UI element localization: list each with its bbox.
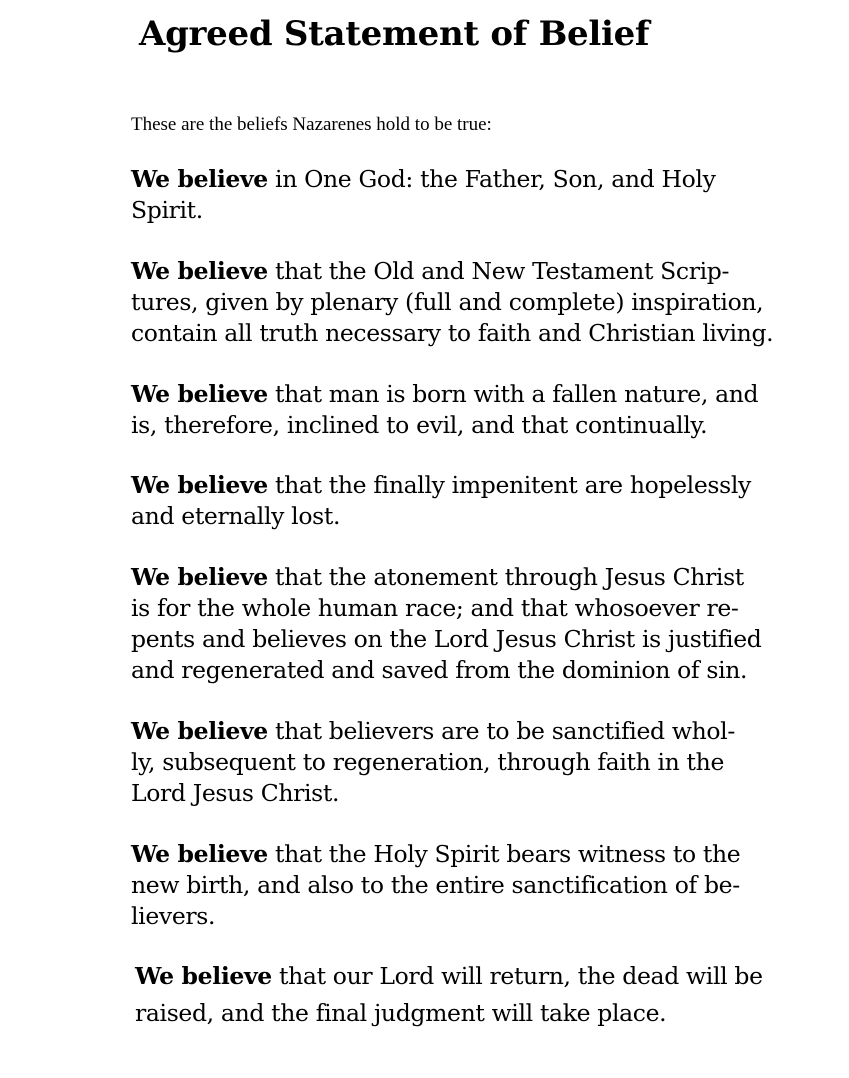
belief-line: We believe that our Lord will return, the dead will be <box>135 962 763 990</box>
belief-lead: We believe <box>131 380 268 408</box>
belief-line: tures, given by plenary (full and complete) inspiration, <box>131 288 764 316</box>
belief-paragraph-6 <box>131 716 735 809</box>
belief-line: new birth, and also to the entire sanctification of be- <box>131 871 740 899</box>
belief-line: pents and believes on the Lord Jesus Christ is justified <box>131 625 762 653</box>
belief-lead: We believe <box>131 840 268 868</box>
belief-line: We believe that the Holy Spirit bears witness to the <box>131 840 741 868</box>
belief-lead: We believe <box>131 563 268 591</box>
belief-lead: We believe <box>131 471 268 499</box>
belief-lead: We believe <box>131 165 268 193</box>
intro-text: These are the beliefs Nazarenes hold to be true: <box>131 114 492 135</box>
belief-lead: We believe <box>135 962 272 990</box>
belief-line: lievers. <box>131 902 216 930</box>
belief-line: is, therefore, inclined to evil, and that continually. <box>131 411 708 439</box>
belief-line: We believe that the atonement through Jesus Christ <box>131 563 744 591</box>
belief-line: Spirit. <box>131 196 203 224</box>
belief-line: contain all truth necessary to faith and Christian living. <box>131 319 774 347</box>
belief-line: We believe in One God: the Father, Son, and Holy <box>131 165 716 193</box>
belief-lead: We believe <box>131 717 268 745</box>
belief-line: is for the whole human race; and that whosoever re- <box>131 594 739 622</box>
belief-line: We believe that believers are to be sanctified whol- <box>131 717 735 745</box>
belief-paragraph-7 <box>131 839 740 932</box>
belief-line: Lord Jesus Christ. <box>131 779 340 807</box>
belief-lead: We believe <box>131 257 268 285</box>
belief-paragraph-8 <box>135 958 763 1032</box>
belief-paragraph-3 <box>131 379 758 441</box>
belief-paragraph-4 <box>131 470 751 532</box>
belief-paragraph-1 <box>131 164 716 226</box>
belief-line: and eternally lost. <box>131 502 341 530</box>
belief-line: We believe that the Old and New Testament Scrip- <box>131 257 730 285</box>
belief-line: raised, and the final judgment will take place. <box>135 999 667 1027</box>
belief-line: and regenerated and saved from the dominion of sin. <box>131 656 748 684</box>
page-title: Agreed Statement of Belief <box>139 14 650 54</box>
belief-line: We believe that the finally impenitent are hopelessly <box>131 471 751 499</box>
belief-paragraph-2 <box>131 256 773 349</box>
belief-line: We believe that man is born with a fallen nature, and <box>131 380 759 408</box>
belief-line: ly, subsequent to regeneration, through faith in the <box>131 748 724 776</box>
belief-paragraph-5 <box>131 562 761 686</box>
